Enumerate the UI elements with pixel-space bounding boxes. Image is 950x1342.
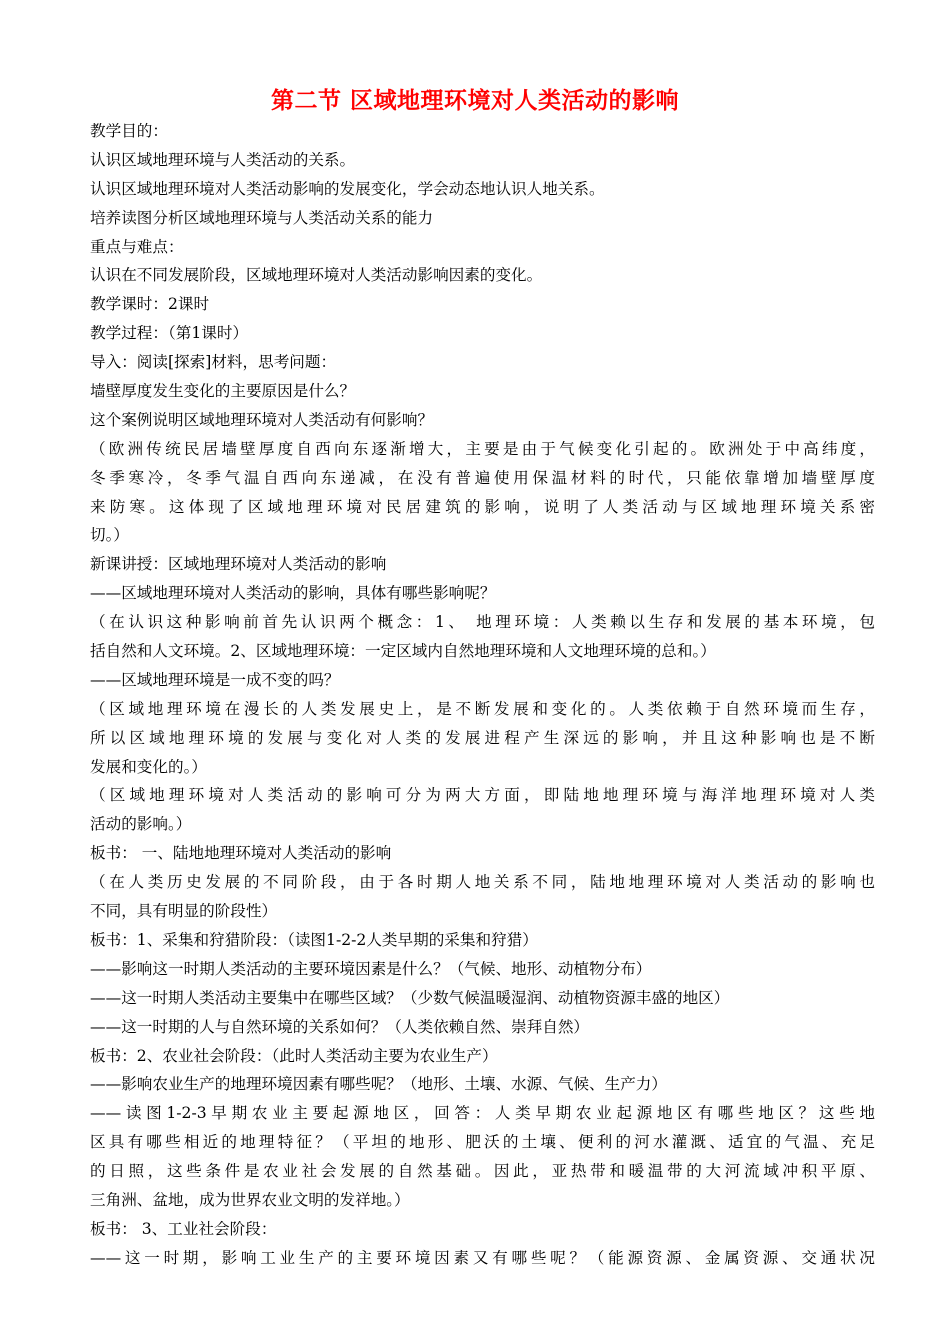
text-line: 活动的影响。）: [90, 815, 192, 834]
text-line: 培养读图分析区域地理环境与人类活动关系的能力: [90, 208, 434, 227]
text-line: 发展和变化的。）: [90, 757, 207, 776]
text-line: 冬季寒冷，冬季气温自西向东递减，在没有普遍使用保温材料的时代，只能依靠增加墙壁厚度: [90, 468, 875, 487]
document-body: [90, 117, 875, 1273]
text-line: ——这一时期，影响工业生产的主要环境因素又有哪些呢？（能源资源、金属资源、交通状况: [90, 1248, 875, 1267]
text-line: （欧洲传统民居墙壁厚度自西向东逐渐增大，主要是由于气候变化引起的。欧洲处于中高纬度，: [90, 439, 875, 458]
text-line: 所以区域地理环境的发展与变化对人类的发展进程产生深远的影响，并且这种影响也是不断: [90, 728, 875, 747]
text-line: 教学课时：2课时: [90, 295, 210, 314]
text-line: 板书： 一、陆地地理环境对人类活动的影响: [90, 844, 392, 863]
text-line: 教学过程：（第1课时）: [90, 324, 249, 343]
text-line: 这个案例说明区域地理环境对人类活动有何影响？: [90, 410, 434, 429]
text-line: ——影响农业生产的地理环境因素有哪些呢？（地形、土壤、水源、气候、生产力）: [90, 1075, 667, 1094]
text-line: 区具有哪些相近的地理特征？（平坦的地形、肥沃的土壤、便利的河水灌溉、适宜的气温、充足: [90, 1133, 875, 1152]
text-line: （区域地理环境在漫长的人类发展史上，是不断发展和变化的。人类依赖于自然环境而生存，: [90, 699, 875, 718]
text-line: ——读图1-2-3早期农业主要起源地区，回答：人类早期农业起源地区有哪些地区？这些地: [90, 1104, 875, 1123]
text-line: 导入：阅读[探索]材料，思考问题：: [90, 353, 337, 372]
text-line: 教学目的：: [90, 122, 168, 140]
text-line: 来防寒。这体现了区域地理环境对民居建筑的影响，说明了人类活动与区域地理环境关系密: [90, 497, 875, 516]
text-line: 墙壁厚度发生变化的主要原因是什么？: [90, 382, 356, 401]
text-line: ——区域地理环境对人类活动的影响，具体有哪些影响呢？: [90, 584, 496, 603]
text-line: 板书： 3、工业社会阶段：: [90, 1219, 277, 1238]
text-line: ——这一时期人类活动主要集中在哪些区域？（少数气候温暖湿润、动植物资源丰盛的地区）: [90, 988, 730, 1007]
text-line: 切。）: [90, 526, 129, 545]
text-line: 不同，具有明显的阶段性）: [90, 902, 278, 921]
text-line: ——影响这一时期人类活动的主要环境因素是什么？（气候、地形、动植物分布）: [90, 959, 652, 978]
text-line: 认识区域地理环境与人类活动的关系。: [90, 150, 356, 169]
text-line: 认识区域地理环境对人类活动影响的发展变化，学会动态地认识人地关系。: [90, 179, 605, 198]
text-line: （在人类历史发展的不同阶段，由于各时期人地关系不同，陆地地理环境对人类活动的影响也: [90, 873, 875, 892]
text-line: 板书：1、采集和狩猎阶段：（读图1-2-2人类早期的采集和狩猎）: [90, 930, 538, 949]
text-line: 三角洲、盆地，成为世界农业文明的发祥地。）: [90, 1190, 410, 1209]
text-line: 新课讲授：区域地理环境对人类活动的影响: [90, 555, 387, 574]
text-line: ——这一时期的人与自然环境的关系如何？（人类依赖自然、崇拜自然）: [90, 1017, 590, 1036]
text-line: 的日照，这些条件是农业社会发展的自然基础。因此，亚热带和暖温带的大河流域冲积平原、: [90, 1162, 875, 1181]
text-line: 认识在不同发展阶段，区域地理环境对人类活动影响因素的变化。: [90, 266, 543, 285]
text-line: （区域地理环境对人类活动的影响可分为两大方面，即陆地地理环境与海洋地理环境对人类: [90, 786, 875, 805]
text-line: 板书：2、农业社会阶段：（此时人类活动主要为农业生产）: [90, 1046, 498, 1065]
text-line: ——区域地理环境是一成不变的吗？: [90, 670, 340, 689]
text-line: 括自然和人文环境。2、区域地理环境：一定区域内自然地理环境和人文地理环境的总和。）: [90, 642, 716, 661]
text-line: 重点与难点：: [90, 237, 184, 256]
page-title: 第二节 区域地理环境对人类活动的影响: [270, 87, 679, 114]
text-line: （在认识这种影响前首先认识两个概念：1、 地理环境：人类赖以生存和发展的基本环境，包: [90, 613, 875, 632]
